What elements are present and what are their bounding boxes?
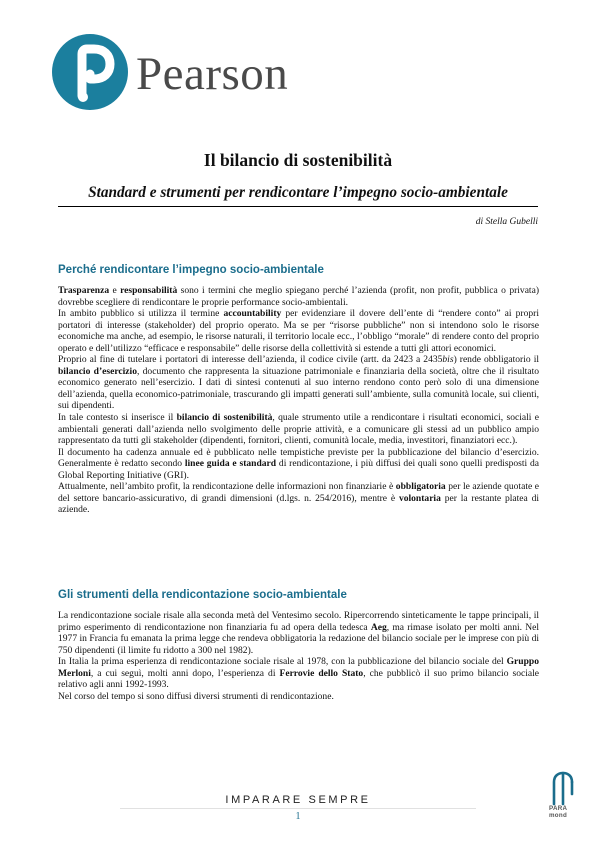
text-run: ) rende obbligatorio il: [453, 354, 539, 366]
bold-term: Ferrovie dello Stato: [279, 667, 364, 679]
paragraph: [58, 656, 539, 691]
text-run: per la restante platea di aziende.: [58, 492, 540, 516]
paramond-line1: PARA: [549, 805, 568, 812]
author-byline: di Stella Gubelli: [475, 217, 538, 227]
paragraph: [58, 285, 539, 308]
paragraph: [58, 447, 539, 482]
text-run: , che pubblicò il suo primo bilancio sociale relativo agli anni 1992-1993.: [58, 667, 539, 691]
italic-term: bis: [442, 354, 454, 366]
text-run: In tale contesto si inserisce il: [58, 412, 177, 424]
pearson-p-icon: [52, 34, 128, 110]
text-run: Nel corso del tempo si sono diffusi diversi strumenti di rendicontazione.: [58, 690, 334, 702]
paragraph: [58, 610, 539, 656]
pearson-wordmark: Pearson: [136, 47, 289, 100]
text-run: , ma rimase isolato per molti anni. Nel 1977 in Francia fu emanata la prima legge che rendeva obbligatoria la redazione del bilancio sociale per le imprese con più di 750 dipendenti (il limite fu ridotto a 300 nel 1982).: [58, 621, 539, 656]
paragraph: [58, 481, 539, 516]
text-run: per evidenziare il dovere dell’ente di “rendere conto” ai propri portatori di interesse (stakeholder) del proprio operato. Ma se per “risorse pubbliche” non si intendono solo le risorse economiche ma anche, ad esempio, le risorse naturali, il territorio locale ecc., l’obbligo “morale” di rendere conto del proprio operato e dell’utilizzo “efficace e responsabile” delle risorse della collettività si estende a tutti gli attori economici.: [58, 308, 539, 354]
paramond-line2: mond: [549, 811, 568, 819]
section-heading-reporting-tools: Gli strumenti della rendicontazione socio-ambientale: [58, 589, 347, 601]
document-title: Il bilancio di sostenibilità: [203, 150, 393, 170]
bold-term: Aeg: [370, 621, 387, 633]
text-run: di rendicontazione, i più diffusi dei quali sono quelli predisposti da Global Reporting Initiative (GRI).: [58, 458, 539, 481]
paragraph: [58, 412, 539, 447]
text-run: , documento che rappresenta la situazione patrimoniale e finanziaria della società, oltre che il risultato economico generato nell’esercizio. I dati di sintesi contenuti al suo interno rendono conto però solo di una dimensione dell’azienda, quella economico-patrimoniale, trascurando gli impatti generati sull’ambiente, sulla comunità locale, sui clienti, sui dipendenti.: [58, 365, 539, 412]
text-run: In ambito pubblico si utilizza il termine: [58, 308, 224, 320]
section-body-why-report: [58, 285, 539, 516]
bold-term: accountability: [223, 308, 282, 320]
bold-term: linee guida e standard: [184, 458, 277, 470]
section-body-reporting-tools: [58, 610, 539, 702]
text-run: La rendicontazione sociale risale alla seconda metà del Ventesimo secolo. Ripercorrendo sinteticamente le tappe principali, il primo esperimento di rendicontazione non finanziaria fu ad opera della tedesca: [58, 610, 539, 633]
bold-term: responsabilità: [120, 285, 178, 296]
bold-term: bilancio d’esercizio: [58, 365, 137, 377]
bold-term: Trasparenza: [58, 285, 110, 296]
bold-term: bilancio di sostenibilità: [176, 412, 273, 424]
text-run: Proprio al fine di tutelare i portatori di interesse dell’azienda, il codice civile (artt. da 2423 a 2435: [58, 354, 443, 366]
section-heading-why-report: Perché rendicontare l’impegno socio-ambientale: [58, 264, 324, 276]
paragraph: [58, 354, 539, 412]
text-run: , a cui seguì, molti anni dopo, l’esperienza di: [90, 667, 280, 679]
footer-tagline: IMPARARE SEMPRE: [225, 794, 371, 806]
text-run: per le aziende quotate e del settore bancario-assicurativo, di grandi dimensioni (d.lgs. n. 254/2016), mentre è: [58, 481, 539, 504]
paramond-wordmark: [549, 806, 567, 819]
text-run: sono i termini che meglio spiegano perché l’azienda (profit, non profit, pubblica o privata) dovrebbe scegliere di rendicontare le proprie performance socio-ambientali.: [58, 285, 539, 308]
footer-divider: [120, 808, 476, 809]
page-number: 1: [295, 811, 301, 822]
paragraph: [58, 691, 539, 703]
pearson-logo: [52, 32, 288, 112]
text-run: In Italia la prima esperienza di rendicontazione sociale risale al 1978, con la pubblicazione del bilancio sociale del: [58, 656, 507, 668]
text-run: , quale strumento utile a rendicontare i risultati economici, sociali e ambientali generati dall’azienda nello svolgimento delle proprie attività, e a comunicare gli stessi ad un pubblico ampio rappresentato da tutti gli stakeholder (dipendenti, fornitori, clienti, comunità locale, media, investitori, finanziatori ecc.).: [58, 412, 539, 447]
text-run: e: [109, 285, 121, 296]
text-run: Il documento ha cadenza annuale ed è pubblicato nelle tempistiche previste per la pubblicazione del bilancio d’esercizio. Generalmente è redatto secondo: [58, 446, 539, 470]
bold-term: volontaria: [398, 492, 441, 504]
paragraph: [58, 308, 539, 354]
bold-term: obbligatoria: [395, 481, 446, 493]
text-run: Attualmente, nell’ambito profit, la rendicontazione delle informazioni non finanziarie è: [58, 481, 396, 493]
bold-term: Gruppo Merloni: [58, 656, 539, 679]
document-subtitle: Standard e strumenti per rendicontare l’impegno socio-ambientale: [58, 184, 538, 207]
